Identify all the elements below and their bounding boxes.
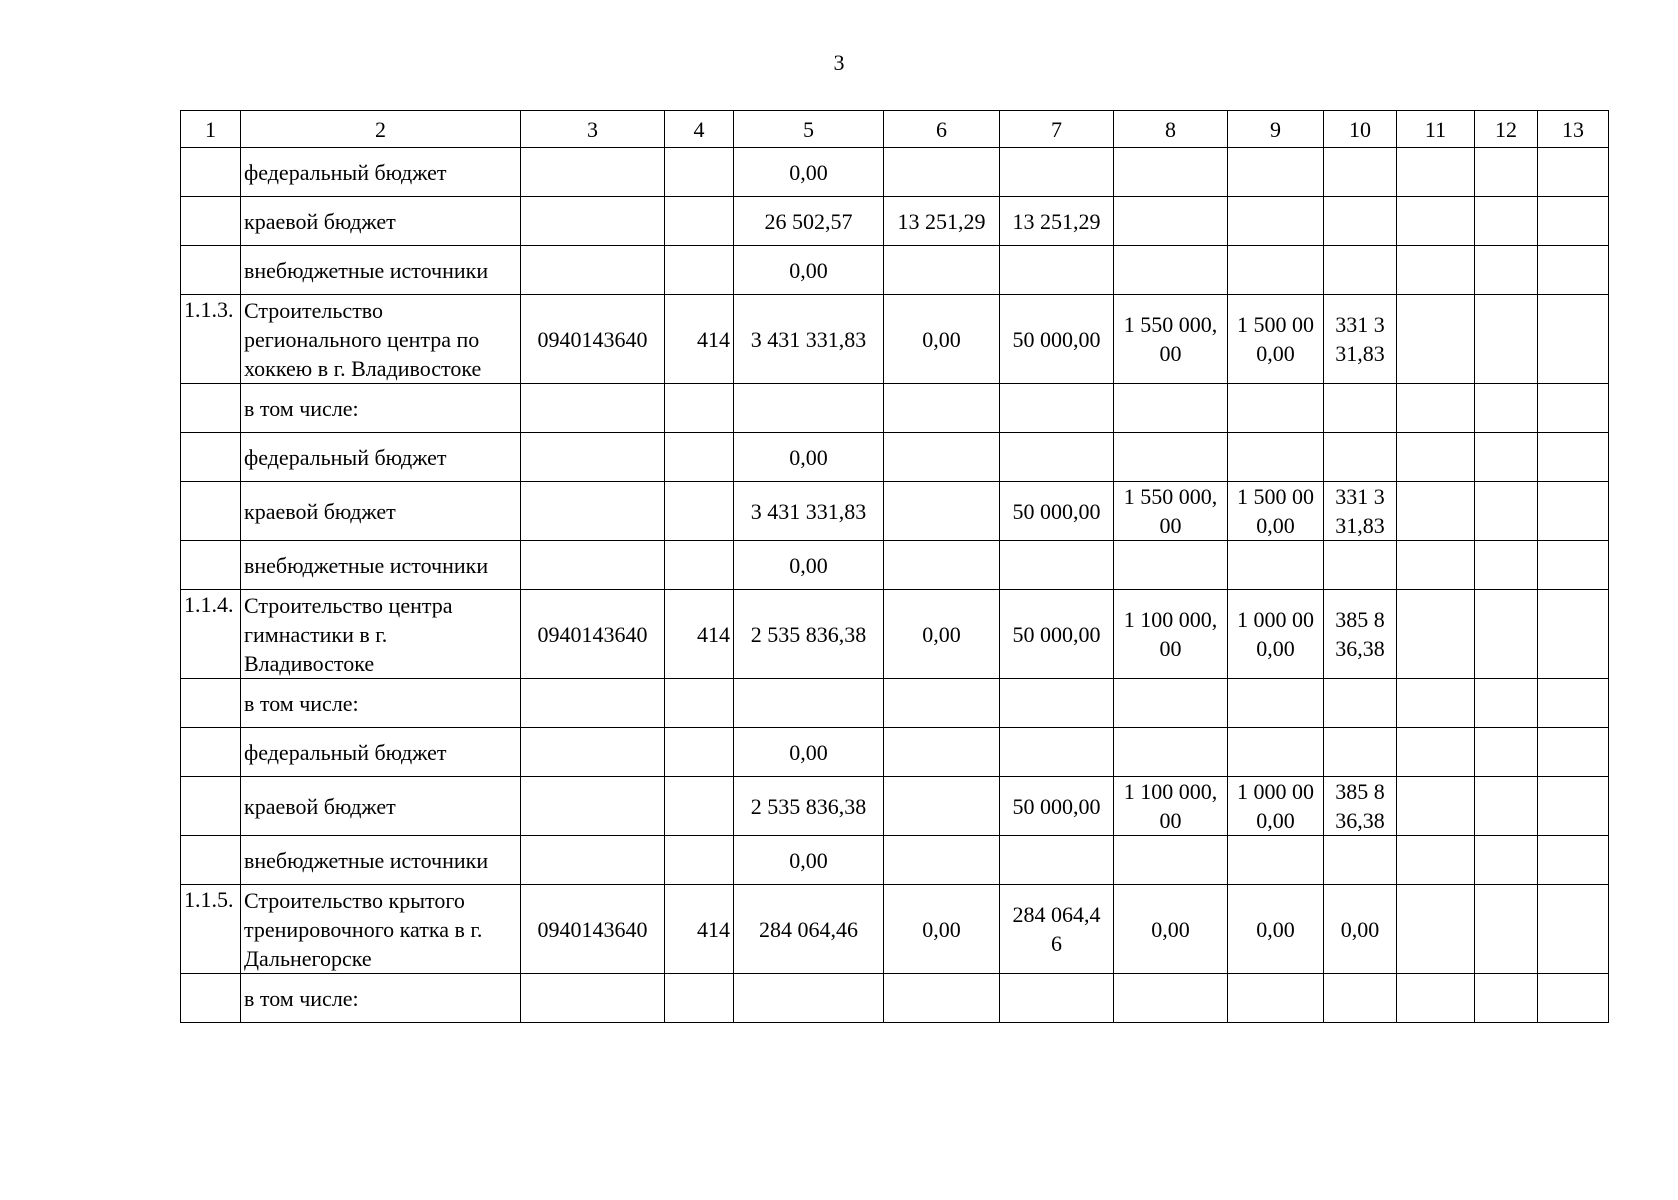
table-cell-c6 xyxy=(884,679,1000,728)
table-cell-c6 xyxy=(884,541,1000,590)
table-cell-c7 xyxy=(1000,974,1114,1023)
table-cell-c8 xyxy=(1114,246,1228,295)
table-cell-c4 xyxy=(665,246,734,295)
column-header: 11 xyxy=(1397,111,1475,148)
table-row xyxy=(181,433,1609,482)
table-cell-c9 xyxy=(1228,836,1324,885)
table-cell-empty xyxy=(1538,836,1609,885)
table-row xyxy=(181,679,1609,728)
table-cell-empty xyxy=(1475,728,1538,777)
table-cell-num xyxy=(181,384,241,433)
table-cell-empty xyxy=(1538,885,1609,974)
table-cell-c4 xyxy=(665,728,734,777)
table-cell-c9 xyxy=(1228,246,1324,295)
column-header: 9 xyxy=(1228,111,1324,148)
table-cell-c3 xyxy=(521,777,665,836)
table-cell-c6 xyxy=(884,433,1000,482)
table-cell-c8 xyxy=(1114,974,1228,1023)
table-cell-num xyxy=(181,728,241,777)
table-cell-c9 xyxy=(1228,679,1324,728)
table-cell-num: 1.1.4. xyxy=(181,590,241,679)
table-cell-empty xyxy=(1397,148,1475,197)
column-header: 10 xyxy=(1324,111,1397,148)
table-cell-c6 xyxy=(884,974,1000,1023)
column-header: 4 xyxy=(665,111,734,148)
table-cell-c9 xyxy=(1228,541,1324,590)
table-cell-c4: 414 xyxy=(665,295,734,384)
table-cell-empty xyxy=(1538,246,1609,295)
table-cell-empty xyxy=(1475,777,1538,836)
table-cell-c6: 0,00 xyxy=(884,590,1000,679)
table-cell-empty xyxy=(1538,590,1609,679)
table-cell-empty xyxy=(1397,679,1475,728)
table-cell-c9 xyxy=(1228,974,1324,1023)
table-cell-empty xyxy=(1397,777,1475,836)
table-cell-empty xyxy=(1475,433,1538,482)
table-cell-c6 xyxy=(884,148,1000,197)
column-header: 2 xyxy=(241,111,521,148)
table-cell-c6: 0,00 xyxy=(884,885,1000,974)
table-cell-c8 xyxy=(1114,197,1228,246)
table-cell-name: федеральный бюджет xyxy=(241,728,521,777)
table-cell-c5 xyxy=(734,974,884,1023)
table-cell-c9: 0,00 xyxy=(1228,885,1324,974)
table-cell-c10 xyxy=(1324,433,1397,482)
table-cell-empty xyxy=(1538,384,1609,433)
table-cell-c10 xyxy=(1324,246,1397,295)
table-cell-name: в том числе: xyxy=(241,974,521,1023)
table-cell-empty xyxy=(1538,197,1609,246)
table-cell-empty xyxy=(1475,679,1538,728)
table-cell-c5: 0,00 xyxy=(734,728,884,777)
table-cell-c5 xyxy=(734,679,884,728)
table-cell-empty xyxy=(1538,295,1609,384)
table-cell-empty xyxy=(1475,246,1538,295)
table-cell-empty xyxy=(1397,295,1475,384)
table-cell-c7 xyxy=(1000,246,1114,295)
table-cell-c6 xyxy=(884,836,1000,885)
table-cell-c5: 2 535 836,38 xyxy=(734,590,884,679)
table-cell-c10 xyxy=(1324,679,1397,728)
table-cell-c6 xyxy=(884,728,1000,777)
table-cell-c3 xyxy=(521,541,665,590)
table-cell-c4 xyxy=(665,433,734,482)
table-cell-c7: 50 000,00 xyxy=(1000,777,1114,836)
table-cell-num xyxy=(181,148,241,197)
table-cell-empty xyxy=(1397,541,1475,590)
table-cell-c8 xyxy=(1114,728,1228,777)
table-cell-num: 1.1.5. xyxy=(181,885,241,974)
table-cell-c3 xyxy=(521,836,665,885)
table-cell-c7: 50 000,00 xyxy=(1000,295,1114,384)
table-cell-c7 xyxy=(1000,148,1114,197)
table-cell-c3 xyxy=(521,148,665,197)
table-cell-c9 xyxy=(1228,433,1324,482)
table-cell-c4 xyxy=(665,148,734,197)
table-cell-c5: 3 431 331,83 xyxy=(734,482,884,541)
column-header: 7 xyxy=(1000,111,1114,148)
table-cell-c3 xyxy=(521,433,665,482)
table-cell-empty xyxy=(1538,148,1609,197)
table-cell-empty xyxy=(1475,148,1538,197)
table-cell-name: в том числе: xyxy=(241,384,521,433)
table-row xyxy=(181,197,1609,246)
table-cell-empty xyxy=(1397,836,1475,885)
table-cell-empty xyxy=(1538,541,1609,590)
table-cell-num xyxy=(181,541,241,590)
column-header: 8 xyxy=(1114,111,1228,148)
table-cell-c3 xyxy=(521,246,665,295)
page-number: 3 xyxy=(833,50,845,75)
table-cell-c8: 0,00 xyxy=(1114,885,1228,974)
table-cell-c4: 414 xyxy=(665,885,734,974)
table-cell-num xyxy=(181,679,241,728)
table-cell-c10: 0,00 xyxy=(1324,885,1397,974)
table-cell-c5: 0,00 xyxy=(734,541,884,590)
table-cell-empty xyxy=(1475,836,1538,885)
table-cell-empty xyxy=(1475,295,1538,384)
table-cell-c9 xyxy=(1228,384,1324,433)
table-cell-name: краевой бюджет xyxy=(241,197,521,246)
table-cell-c4 xyxy=(665,679,734,728)
table-row xyxy=(181,148,1609,197)
table-cell-c10: 385 8 36,38 xyxy=(1324,777,1397,836)
table-cell-c9 xyxy=(1228,148,1324,197)
table-cell-c5: 0,00 xyxy=(734,246,884,295)
table-cell-c7: 50 000,00 xyxy=(1000,482,1114,541)
table-cell-c10 xyxy=(1324,148,1397,197)
table-row xyxy=(181,590,1609,679)
budget-table xyxy=(180,110,1609,1023)
table-cell-c7: 13 251,29 xyxy=(1000,197,1114,246)
column-header: 3 xyxy=(521,111,665,148)
table-cell-c7 xyxy=(1000,384,1114,433)
table-row xyxy=(181,836,1609,885)
table-cell-empty xyxy=(1475,974,1538,1023)
table-cell-c8 xyxy=(1114,541,1228,590)
table-cell-c10 xyxy=(1324,197,1397,246)
column-header: 13 xyxy=(1538,111,1609,148)
table-cell-c9 xyxy=(1228,197,1324,246)
table-cell-name: внебюджетные источники xyxy=(241,836,521,885)
table-cell-c8 xyxy=(1114,384,1228,433)
table-cell-c5: 0,00 xyxy=(734,836,884,885)
table-cell-empty xyxy=(1397,482,1475,541)
table-cell-num xyxy=(181,836,241,885)
table-row xyxy=(181,541,1609,590)
table-cell-empty xyxy=(1397,974,1475,1023)
table-cell-c7: 50 000,00 xyxy=(1000,590,1114,679)
table-cell-c6 xyxy=(884,384,1000,433)
table-cell-name: Строительство крытого тренировочного катка в г. Дальнегорске xyxy=(241,885,521,974)
column-header: 12 xyxy=(1475,111,1538,148)
table-cell-c3: 0940143640 xyxy=(521,295,665,384)
table-cell-c10 xyxy=(1324,836,1397,885)
table-cell-c10 xyxy=(1324,728,1397,777)
table-cell-c3 xyxy=(521,728,665,777)
table-cell-empty xyxy=(1397,384,1475,433)
table-cell-c3: 0940143640 xyxy=(521,885,665,974)
table-cell-c4: 414 xyxy=(665,590,734,679)
table-cell-c8: 1 550 000, 00 xyxy=(1114,295,1228,384)
table-cell-c7 xyxy=(1000,433,1114,482)
table-cell-c8 xyxy=(1114,148,1228,197)
table-row xyxy=(181,728,1609,777)
table-row xyxy=(181,885,1609,974)
table-cell-c8 xyxy=(1114,433,1228,482)
table-cell-empty xyxy=(1538,482,1609,541)
table-cell-c8 xyxy=(1114,679,1228,728)
table-cell-c8: 1 550 000, 00 xyxy=(1114,482,1228,541)
table-cell-c5: 2 535 836,38 xyxy=(734,777,884,836)
table-row xyxy=(181,384,1609,433)
column-header: 1 xyxy=(181,111,241,148)
table-cell-name: в том числе: xyxy=(241,679,521,728)
table-cell-c3 xyxy=(521,679,665,728)
column-header: 5 xyxy=(734,111,884,148)
table-cell-c10: 331 3 31,83 xyxy=(1324,482,1397,541)
table-cell-name: федеральный бюджет xyxy=(241,148,521,197)
table-cell-empty xyxy=(1397,197,1475,246)
table-cell-name: внебюджетные источники xyxy=(241,246,521,295)
table-cell-c6 xyxy=(884,482,1000,541)
table-cell-c6 xyxy=(884,777,1000,836)
table-row xyxy=(181,974,1609,1023)
table-cell-empty xyxy=(1397,728,1475,777)
table-cell-c7 xyxy=(1000,541,1114,590)
header-row xyxy=(181,111,1609,148)
table-cell-c7 xyxy=(1000,679,1114,728)
table-cell-name: федеральный бюджет xyxy=(241,433,521,482)
table-cell-c5: 0,00 xyxy=(734,433,884,482)
table-cell-c9: 1 000 00 0,00 xyxy=(1228,777,1324,836)
table-cell-c4 xyxy=(665,541,734,590)
table-cell-empty xyxy=(1397,590,1475,679)
table-cell-empty xyxy=(1475,590,1538,679)
table-row xyxy=(181,777,1609,836)
table-cell-c3 xyxy=(521,384,665,433)
table-cell-empty xyxy=(1538,433,1609,482)
table-cell-c5: 3 431 331,83 xyxy=(734,295,884,384)
table-cell-c10 xyxy=(1324,384,1397,433)
table-cell-c3 xyxy=(521,974,665,1023)
table-cell-c9: 1 500 00 0,00 xyxy=(1228,295,1324,384)
column-header: 6 xyxy=(884,111,1000,148)
table-cell-empty xyxy=(1475,541,1538,590)
table-row xyxy=(181,246,1609,295)
table-cell-num xyxy=(181,246,241,295)
table-row xyxy=(181,295,1609,384)
table-cell-c8 xyxy=(1114,836,1228,885)
table-cell-c3 xyxy=(521,482,665,541)
table-cell-c3 xyxy=(521,197,665,246)
table-cell-c9: 1 500 00 0,00 xyxy=(1228,482,1324,541)
table-cell-name: внебюджетные источники xyxy=(241,541,521,590)
table-cell-c6 xyxy=(884,246,1000,295)
table-cell-c5: 26 502,57 xyxy=(734,197,884,246)
table-cell-num: 1.1.3. xyxy=(181,295,241,384)
table-cell-num xyxy=(181,974,241,1023)
table-cell-c10 xyxy=(1324,541,1397,590)
table-cell-c7: 284 064,4 6 xyxy=(1000,885,1114,974)
table-cell-c6: 0,00 xyxy=(884,295,1000,384)
table-cell-empty xyxy=(1475,885,1538,974)
table-cell-name: Строительство центра гимнастики в г. Владивостоке xyxy=(241,590,521,679)
table-cell-c5: 284 064,46 xyxy=(734,885,884,974)
table-cell-c10 xyxy=(1324,974,1397,1023)
table-cell-empty xyxy=(1397,246,1475,295)
table-cell-c8: 1 100 000, 00 xyxy=(1114,590,1228,679)
table-cell-empty xyxy=(1475,197,1538,246)
table-cell-c8: 1 100 000, 00 xyxy=(1114,777,1228,836)
table-cell-c6: 13 251,29 xyxy=(884,197,1000,246)
table-cell-c4 xyxy=(665,974,734,1023)
table-cell-empty xyxy=(1538,679,1609,728)
table-cell-num xyxy=(181,433,241,482)
table-cell-empty xyxy=(1475,384,1538,433)
table-cell-empty xyxy=(1538,974,1609,1023)
table-cell-name: краевой бюджет xyxy=(241,482,521,541)
table-cell-num xyxy=(181,777,241,836)
table-cell-c9: 1 000 00 0,00 xyxy=(1228,590,1324,679)
table-cell-c4 xyxy=(665,482,734,541)
table-cell-c4 xyxy=(665,384,734,433)
table-cell-c3: 0940143640 xyxy=(521,590,665,679)
table-cell-c4 xyxy=(665,777,734,836)
table-cell-empty xyxy=(1538,728,1609,777)
table-cell-num xyxy=(181,482,241,541)
table-cell-c4 xyxy=(665,197,734,246)
table-cell-empty xyxy=(1538,777,1609,836)
table-cell-empty xyxy=(1397,885,1475,974)
table-cell-empty xyxy=(1475,482,1538,541)
table-cell-c7 xyxy=(1000,728,1114,777)
table-cell-num xyxy=(181,197,241,246)
table-cell-c10: 385 8 36,38 xyxy=(1324,590,1397,679)
table-cell-c10: 331 3 31,83 xyxy=(1324,295,1397,384)
table-cell-c5 xyxy=(734,384,884,433)
table-cell-c9 xyxy=(1228,728,1324,777)
table-row xyxy=(181,482,1609,541)
table-cell-c7 xyxy=(1000,836,1114,885)
table-cell-name: краевой бюджет xyxy=(241,777,521,836)
table-cell-name: Строительство регионального центра по хоккею в г. Владивостоке xyxy=(241,295,521,384)
table-cell-c4 xyxy=(665,836,734,885)
table-cell-empty xyxy=(1397,433,1475,482)
table-cell-c5: 0,00 xyxy=(734,148,884,197)
